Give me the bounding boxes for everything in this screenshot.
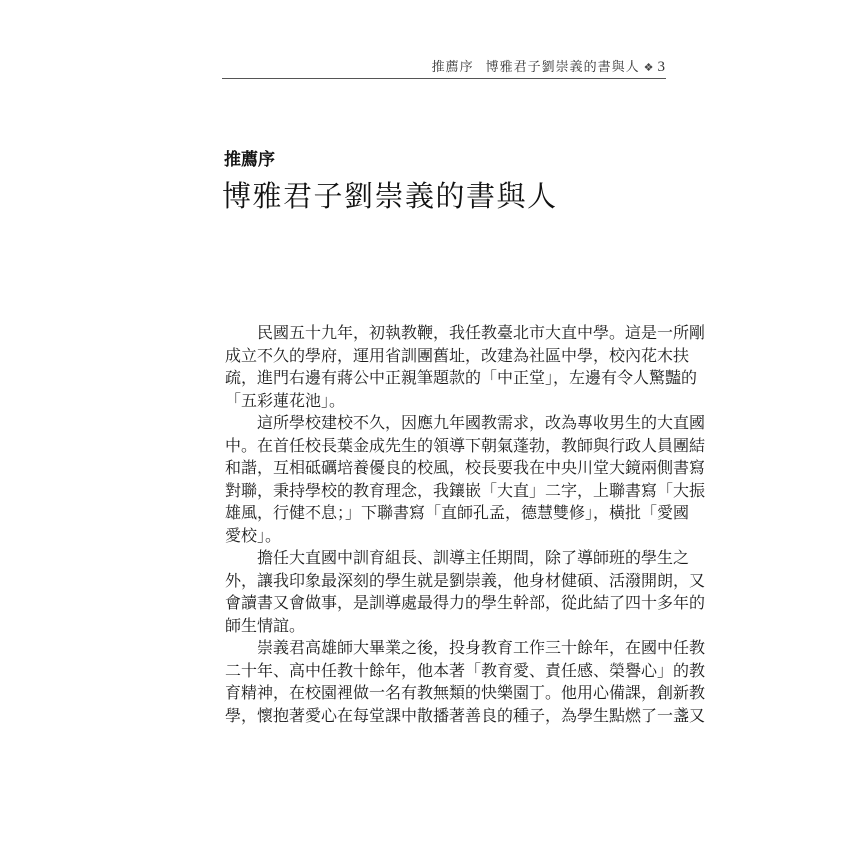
- text-line: 崇義君高雄師大畢業之後，投身教育工作三十餘年，在國中任教: [257, 638, 706, 657]
- text-line: 愛校」。: [225, 525, 282, 545]
- header-chapter-title: 博雅君子劉崇義的書與人: [485, 60, 640, 75]
- text-line: 外，讓我印象最深刻的學生就是劉崇義，他身材健碩、活潑開朗，又: [225, 570, 706, 590]
- text-line: 師生情誼。: [225, 615, 306, 635]
- text-line: 二十年、高中任教十餘年，他本著「教育愛、責任感、榮譽心」的教: [225, 660, 706, 680]
- text-line: 雄風，行健不息；」下聯書寫「直師孔孟，德慧雙修」，橫批「愛國: [225, 503, 690, 522]
- paragraph: [225, 637, 706, 727]
- paragraph: [225, 322, 706, 412]
- body-text: [225, 322, 706, 727]
- text-line: 中。在首任校長葉金成先生的領導下朝氣蓬勃，教師與行政人員團結: [225, 435, 706, 455]
- text-line: 和諧，互相砥礪培養優良的校風，校長要我在中央川堂大鏡兩側書寫: [225, 458, 706, 477]
- text-line: 育精神，在校園裡做一名有教無類的快樂園丁。他用心備課，創新教: [225, 683, 706, 702]
- text-line: 這所學校建校不久，因應九年國教需求，改為專收男生的大直國: [257, 413, 706, 432]
- text-line: 擔任大直國中訓育組長、訓導主任期間，除了導師班的學生之: [257, 548, 690, 567]
- text-line: 「五彩蓮花池」。: [225, 390, 346, 410]
- section-kicker: 推薦序: [224, 150, 275, 170]
- text-line: 會讀書又會做事，是訓導處最得力的學生幹部，從此結了四十多年的: [225, 593, 706, 612]
- page-number: 3: [657, 59, 666, 75]
- diamond-ornament-icon: ❖: [643, 61, 655, 74]
- chapter-title: 博雅君子劉崇義的書與人: [222, 179, 558, 213]
- text-line: 學，懷抱著愛心在每堂課中散播著善良的種子，為學生點燃了一盞又: [225, 705, 706, 725]
- text-line: 成立不久的學府，運用省訓團舊址，改建為社區中學，校內花木扶: [225, 345, 690, 365]
- text-line: 民國五十九年，初執教鞭，我任教臺北市大直中學。這是一所剛: [257, 323, 706, 342]
- running-header: [222, 58, 666, 79]
- text-line: 疏，進門右邊有蔣公中正親筆題款的「中正堂」，左邊有令人驚豔的: [225, 368, 698, 387]
- text-line: 對聯，秉持學校的教育理念，我鑲嵌「大直」二字，上聯書寫「大振: [225, 480, 706, 500]
- paragraph: [225, 412, 706, 547]
- header-section-label: 推薦序: [431, 60, 474, 75]
- paragraph: [225, 547, 706, 637]
